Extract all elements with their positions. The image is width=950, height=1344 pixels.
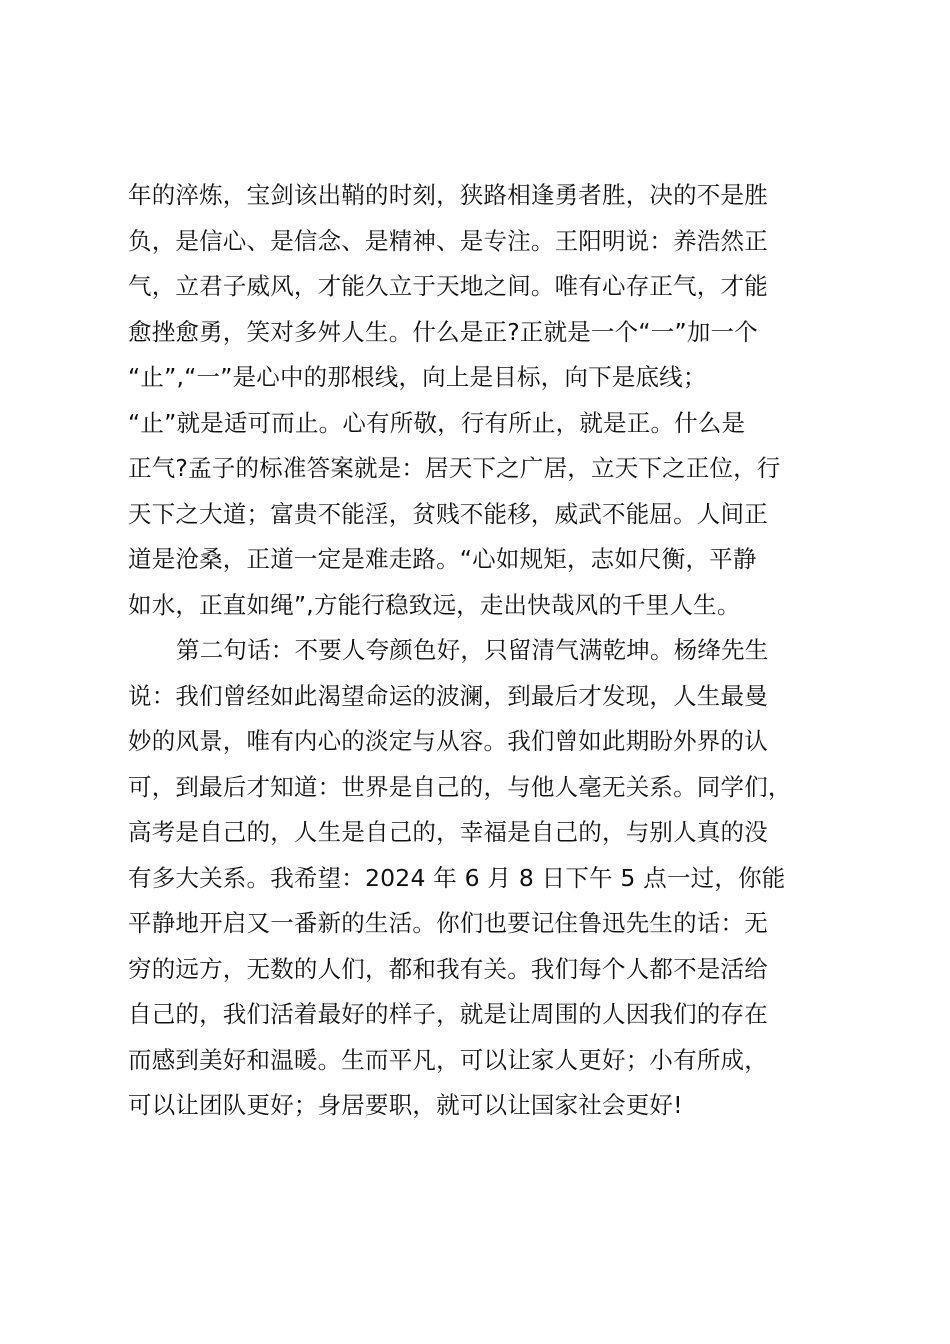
text-line: 高考是自己的，人生是自己的，幸福是自己的，与别人真的没 (128, 818, 768, 846)
text-line: 有多大关系。我希望：2024 年 6 月 8 日下午 5 点一过，你能 (128, 863, 786, 892)
text-line: 正气?孟子的标准答案就是：居天下之广居，立天下之正位，行 (128, 454, 781, 482)
text-line: 气，立君子威风，才能久立于天地之间。唯有心存正气，才能 (128, 272, 768, 300)
text-line: 自己的，我们活着最好的样子，就是让周围的人因我们的存在 (128, 1000, 768, 1028)
text-line: 愈挫愈勇，笑对多舛人生。什么是正?正就是一个“一”加一个 (128, 317, 758, 346)
text-line: “止”,“一”是心中的那根线，向上是目标，向下是底线； (128, 363, 707, 391)
text-line: 妙的风景，唯有内心的淡定与从容。我们曾如此期盼外界的认 (128, 727, 768, 755)
text-line: 可以让团队更好；身居要职，就可以让国家社会更好! (128, 1091, 683, 1119)
text-line: 而感到美好和温暖。生而平凡，可以让家人更好；小有所成， (128, 1045, 768, 1074)
text-line: 穷的远方，无数的人们，都和我有关。我们每个人都不是活给 (128, 954, 768, 983)
text-line: 道是沧桑，正道一定是难走路。“心如规矩，志如尺衡，平静 (128, 545, 757, 573)
body-text (128, 173, 838, 1129)
text-line: 平静地开启又一番新的生活。你们也要记住鲁迅先生的话：无 (128, 909, 768, 937)
text-line: 如水，正直如绳”,方能行稳致远，走出快哉风的千里人生。 (128, 590, 741, 619)
text-line: 可，到最后才知道：世界是自己的，与他人毫无关系。同学们， (128, 772, 792, 801)
paragraph-first-line: 第二句话：不要人夸颜色好，只留清气满乾坤。杨绛先生 (176, 636, 769, 664)
text-line: 负，是信心、是信念、是精神、是专注。王阳明说：养浩然正 (128, 226, 768, 255)
text-line: “止”就是适可而止。心有所敬，行有所止，就是正。什么是 (128, 408, 746, 437)
text-line: 说：我们曾经如此渴望命运的波澜，到最后才发现，人生最曼 (128, 681, 768, 710)
text-line: 天下之大道；富贵不能淫，贫贱不能移，威武不能屈。人间正 (128, 499, 768, 528)
text-line: 年的淬炼，宝剑该出鞘的时刻，狭路相逢勇者胜，决的不是胜 (128, 181, 768, 209)
